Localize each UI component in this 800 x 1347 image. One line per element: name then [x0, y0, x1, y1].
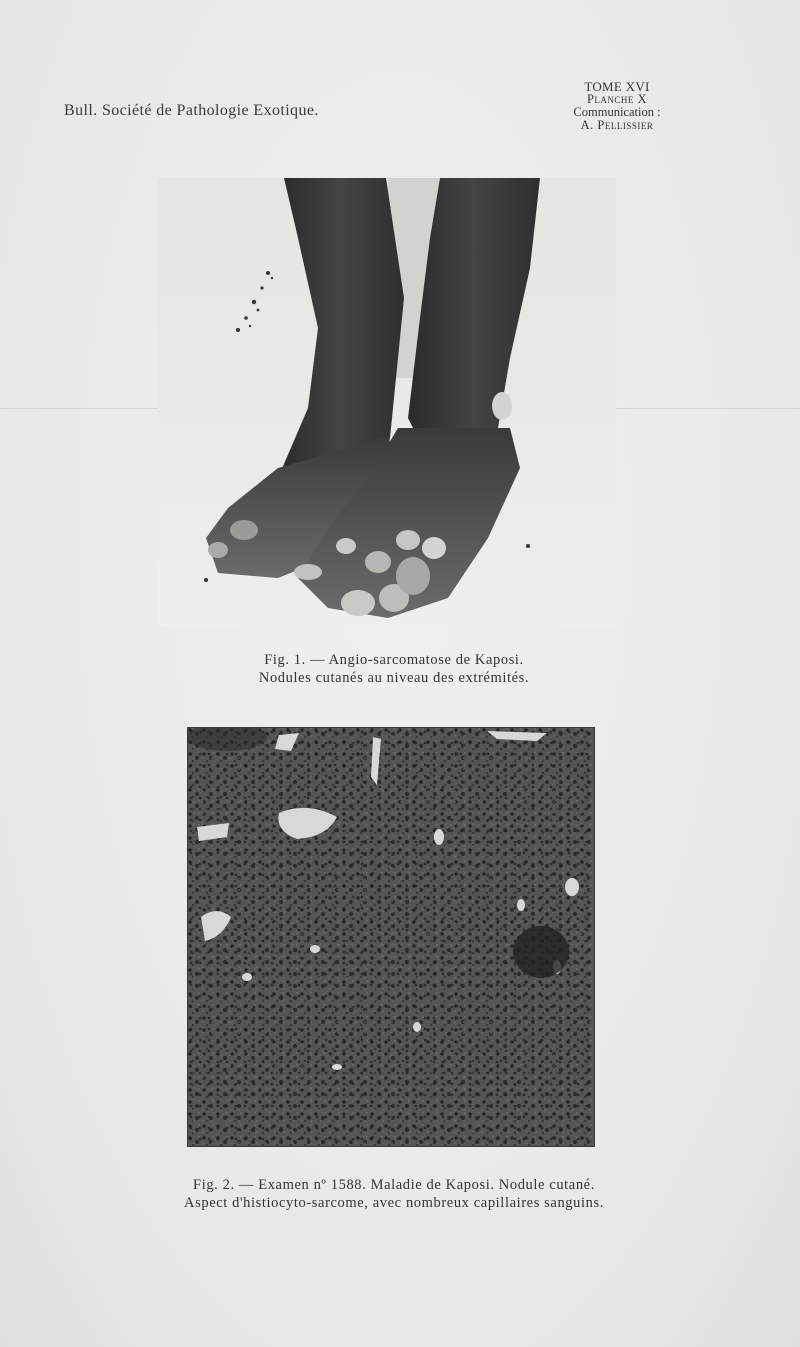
tome-label: TOME XVI	[584, 79, 650, 94]
journal-title: Bull. Société de Pathologie Exotique.	[64, 102, 319, 119]
figure-2-caption	[0, 1176, 794, 1212]
planche-label: Planche X	[586, 92, 648, 106]
figure-2-caption-line-2: Aspect d'histiocyto-sarcome, avec nombreux capillaires sanguins.	[184, 1195, 604, 1211]
plate-header	[532, 80, 702, 132]
figure-1-caption	[0, 651, 794, 687]
figure-2-micrograph	[187, 727, 595, 1147]
figure-2-caption-line-1: Fig. 2. — Examen nº 1588. Maladie de Kaposi. Nodule cutané.	[193, 1177, 595, 1193]
tissue-micrograph-image	[187, 727, 595, 1147]
feet-photograph-image	[158, 178, 616, 626]
figure-1-caption-line-1: Fig. 1. — Angio-sarcomatose de Kaposi.	[264, 652, 524, 668]
author-name: A. Pellissier	[580, 118, 654, 132]
figure-1-caption-line-2: Nodules cutanés au niveau des extrémités.	[258, 670, 530, 686]
figure-1-photograph	[158, 178, 616, 626]
communication-label: Communication :	[573, 105, 661, 119]
